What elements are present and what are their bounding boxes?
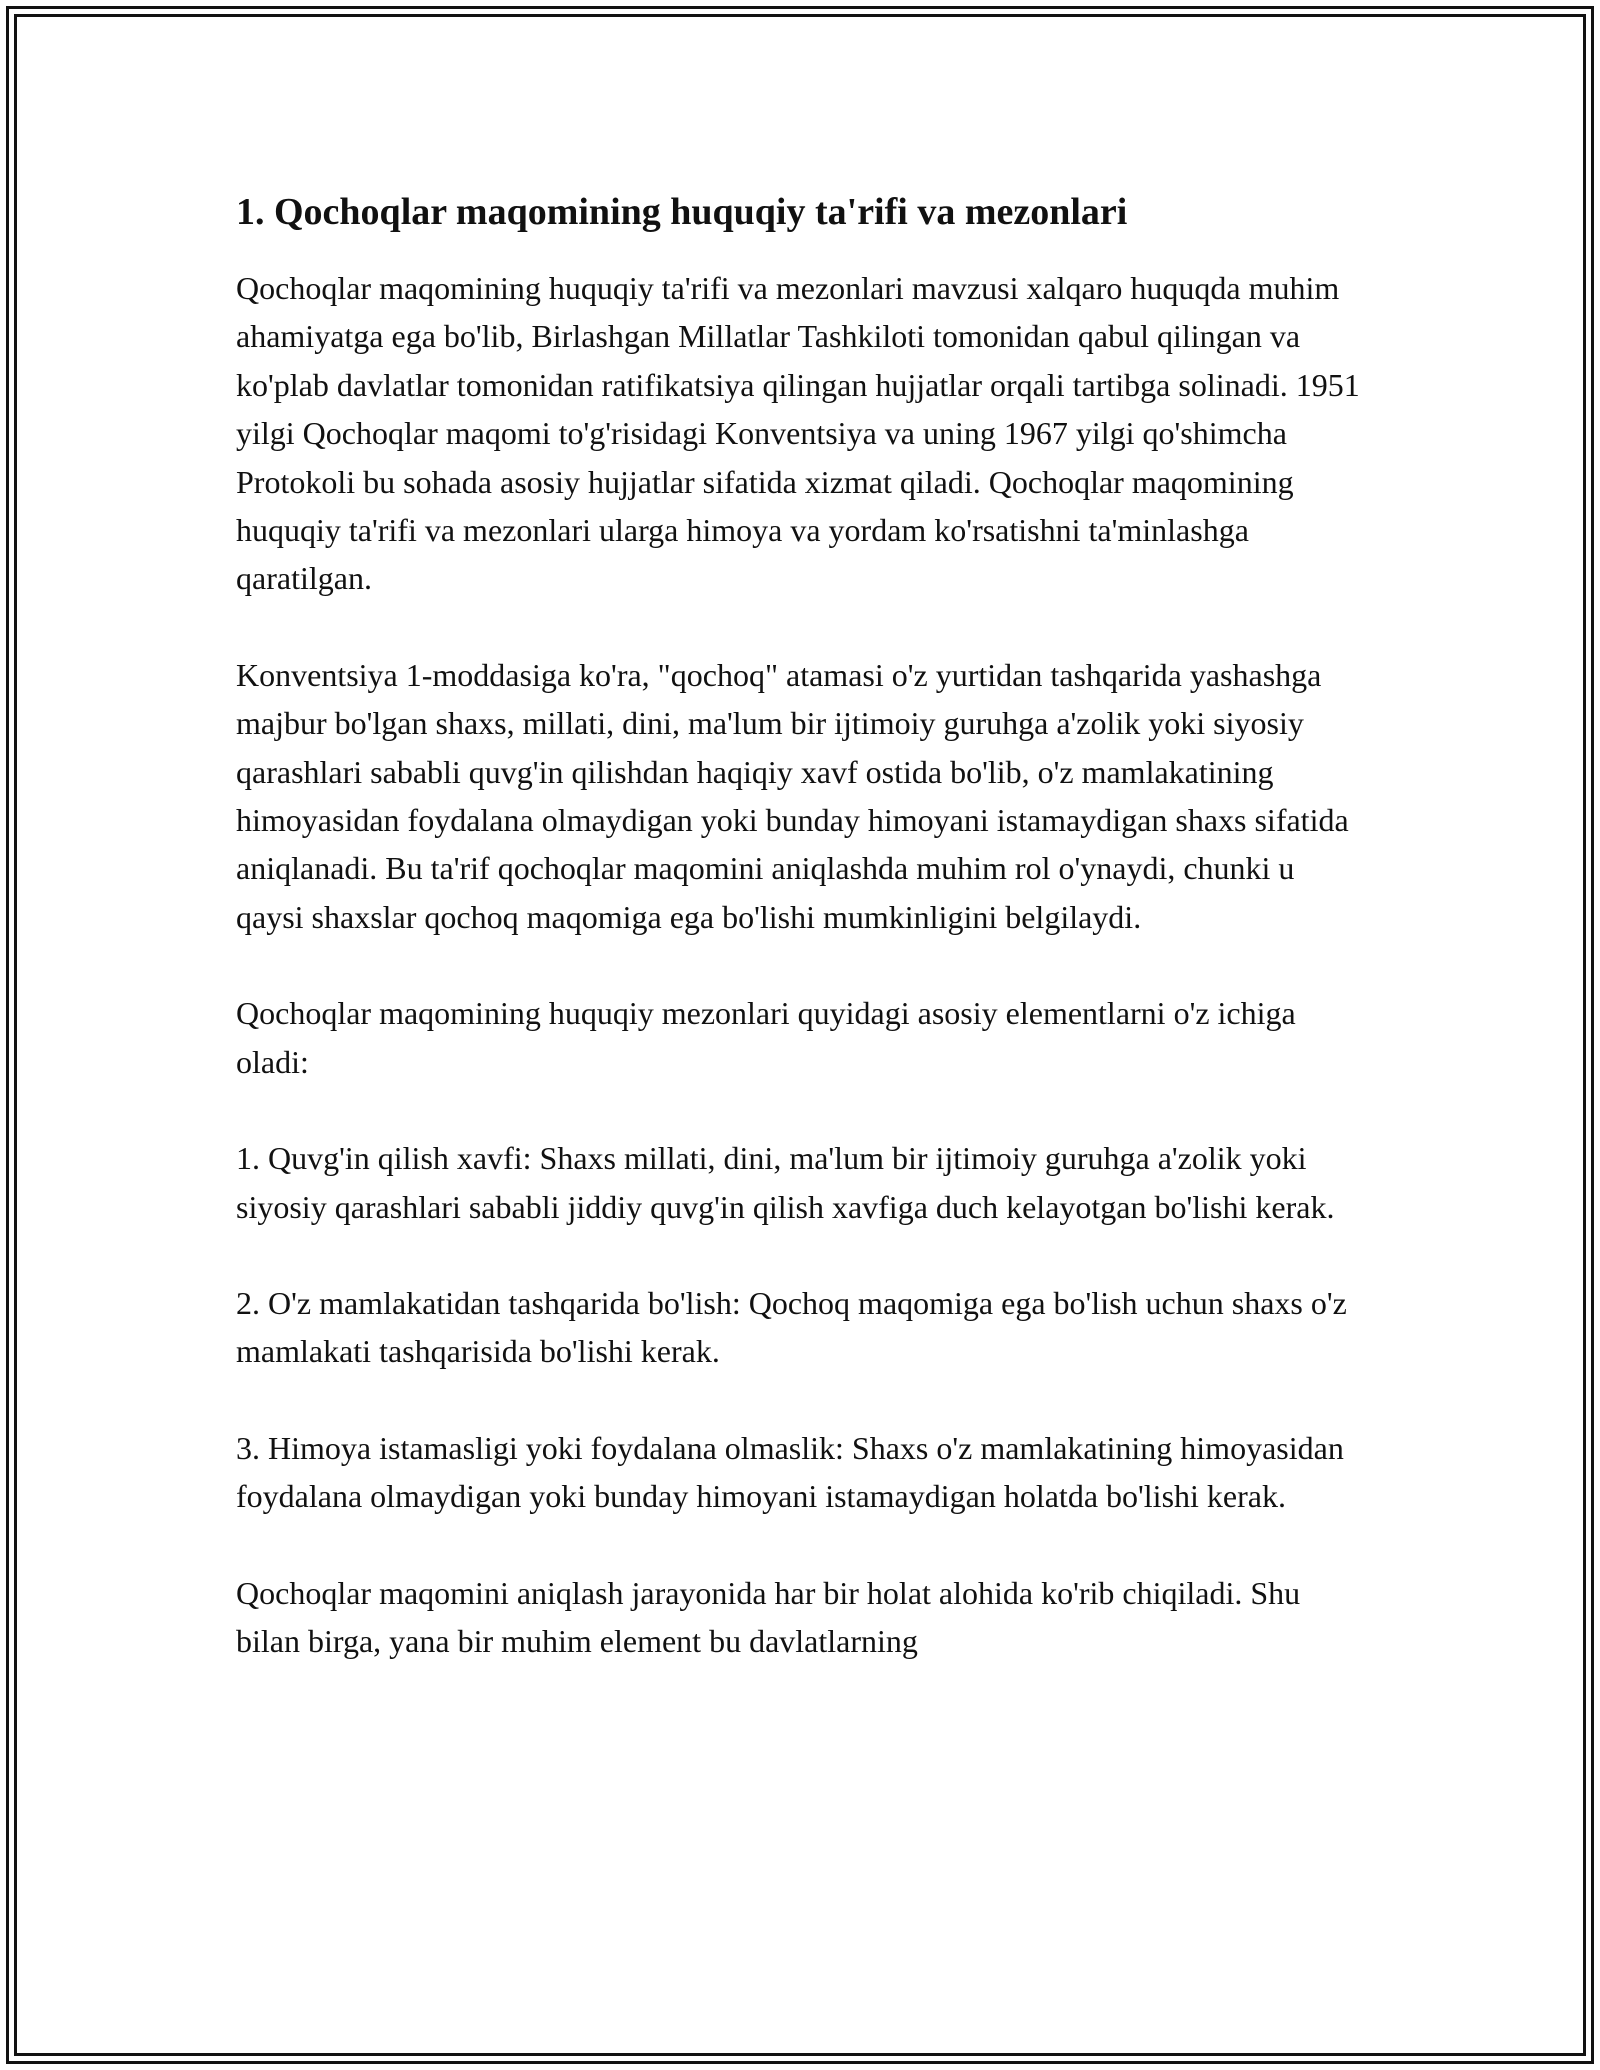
paragraph-definition: Konventsiya 1-moddasiga ko'ra, "qochoq" atamasi o'z yurtidan tashqarida yashashga majbur bo'lgan shaxs, millati, dini, ma'lum bir ijtimoiy guruhga a'zolik yoki siyosiy qarashlari sababli quvg'in qilishdan haqiqiy xavf ostida bo'lib, o'z mamlakatining himoyasidan foydalana olmaydigan yoki bunday himoyani istamaydigan shaxs sifatida aniqlanadi. Bu ta'rif qochoqlar maqomini aniqlashda muhim rol o'ynaydi, chunki u qaysi shaxslar qochoq maqomiga ega bo'lishi mumkinligini belgilaydi.: [236, 656, 1349, 935]
document-body: [236, 186, 1366, 1713]
list-item-criterion-2: 2. O'z mamlakatidan tashqarida bo'lish: Qochoq maqomiga ega bo'lish uchun shaxs o'z mamlakati tashqarisida bo'lishi kerak.: [236, 1284, 1347, 1370]
paragraph-intro: Qochoqlar maqomining huquqiy ta'rifi va mezonlari mavzusi xalqaro huquqda muhim ahamiyatga ega bo'lib, Birlashgan Millatlar Tashkiloti tomonidan qabul qilingan va ko'plab davlatlar tomonidan ratifikatsiya qilingan hujjatlar orqali tartibga solinadi. 1951 yilgi Qochoqlar maqomi to'g'risidagi Konventsiya va uning 1967 yilgi qo'shimcha Protokoli bu sohada asosiy hujjatlar sifatida xizmat qiladi. Qochoqlar maqomining huquqiy ta'rifi va mezonlari ularga himoya va yordam ko'rsatishni ta'minlashga qaratilgan.: [236, 270, 1360, 597]
list-item-criterion-1: 1. Quvg'in qilish xavfi: Shaxs millati, dini, ma'lum bir ijtimoiy guruhga a'zolik yoki siyosiy qarashlari sababli jiddiy quvg'in qilish xavfiga duch kelayotgan bo'lishi kerak.: [236, 1140, 1335, 1225]
paragraph-conclusion: Qochoqlar maqomini aniqlash jarayonida har bir holat alohida ko'rib chiqiladi. Shu bilan birga, yana bir muhim element bu davlatlarning: [236, 1574, 1301, 1659]
section-heading: 1. Qochoqlar maqomining huquqiy ta'rifi va mezonlari: [236, 191, 1128, 233]
paragraph-criteria-intro: Qochoqlar maqomining huquqiy mezonlari quyidagi asosiy elementlarni o'z ichiga oladi:: [236, 995, 1296, 1080]
list-item-criterion-3: 3. Himoya istamasligi yoki foydalana olmaslik: Shaxs o'z mamlakatining himoyasidan foydalana olmaydigan yoki bunday himoyani istamaydigan holatda bo'lishi kerak.: [236, 1429, 1344, 1515]
